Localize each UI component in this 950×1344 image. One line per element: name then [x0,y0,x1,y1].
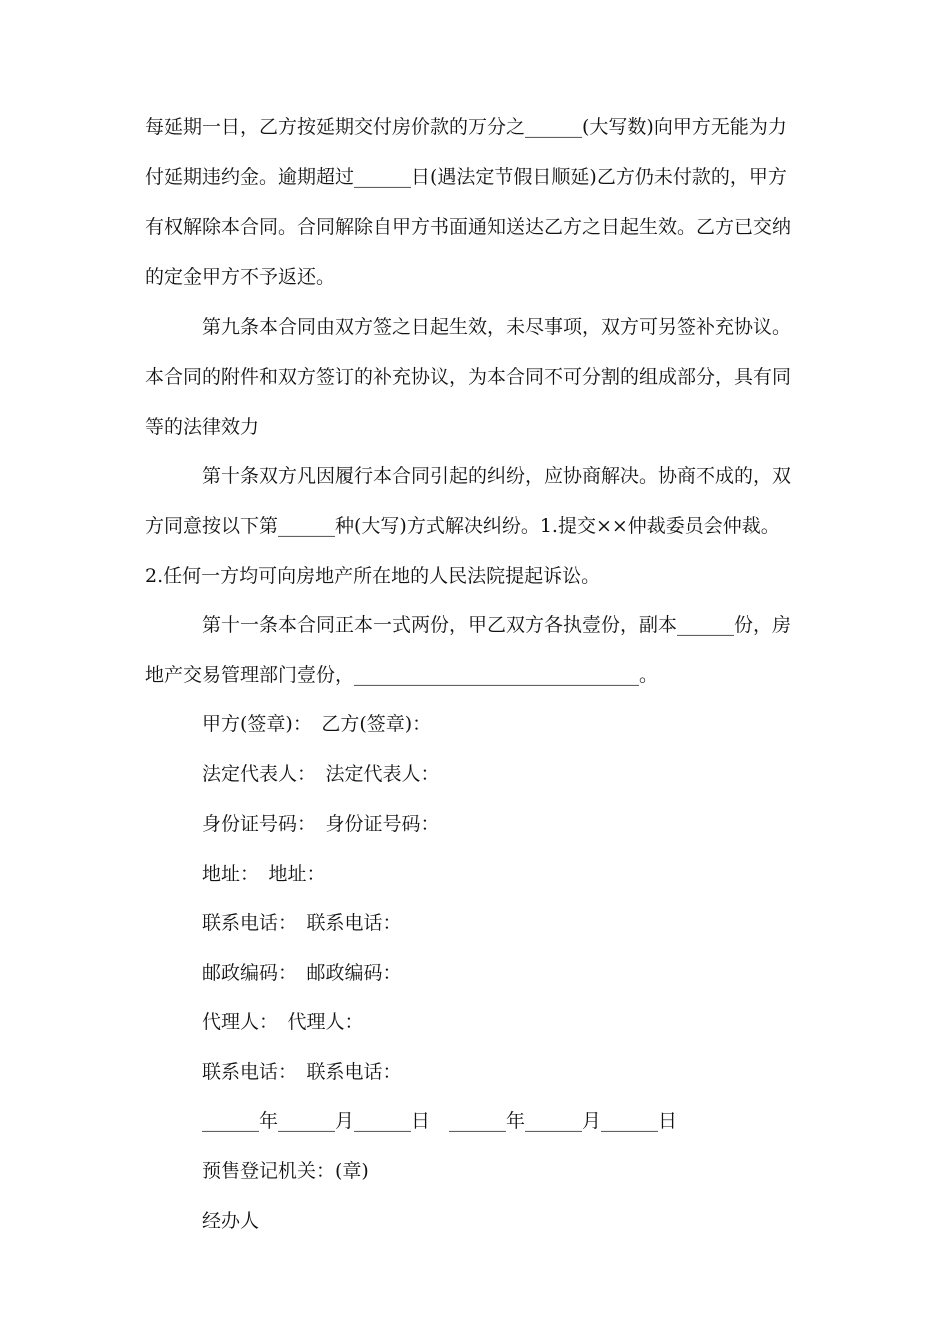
text-line: 方同意按以下第______种(大写)方式解决纠纷。1.提交××仲裁委员会仲裁。 [145,515,780,537]
text-line: 的定金甲方不予返还。 [145,266,336,288]
text-line: 地产交易管理部门壹份，______________________________。 [145,664,659,686]
phone-line: 联系电话： 联系电话： [202,912,402,934]
text-line: 本合同的附件和双方签订的补充协议，为本合同不可分割的组成部分，具有同 [145,366,792,388]
party-signature-line: 甲方(签章)： 乙方(签章)： [202,713,432,735]
text-line: 等的法律效力 [145,416,260,438]
presale-registry-line: 预售登记机关：(章) [202,1160,369,1182]
text-line: 付延期违约金。逾期超过______日(遇法定节假日顺延)乙方仍未付款的，甲方 [145,166,787,188]
clause-8-tail-paragraph [145,102,825,302]
legal-representative-line: 法定代表人： 法定代表人： [202,763,440,785]
postcode-line: 邮政编码： 邮政编码： [202,962,402,984]
text-line: 第十一条本合同正本一式两份，甲乙双方各执壹份，副本______份，房 [145,614,792,636]
handler-line: 经办人 [202,1210,260,1232]
text-line: 2.任何一方均可向房地产所在地的人民法院提起诉讼。 [145,565,601,587]
clause-11-paragraph [145,600,825,700]
clause-10-paragraph [145,451,825,601]
address-line: 地址： 地址： [202,863,326,885]
agent-phone-line: 联系电话： 联系电话： [202,1061,402,1083]
text-line: 每延期一日，乙方按延期交付房价款的万分之______(大写数)向甲方无能为力 [145,116,787,138]
agent-line: 代理人： 代理人： [202,1011,364,1033]
text-line: 有权解除本合同。合同解除自甲方书面通知送达乙方之日起生效。乙方已交纳 [145,216,792,238]
date-line: ______年______月______日 ______年______月______日 [202,1110,678,1132]
text-line: 第十条双方凡因履行本合同引起的纠纷，应协商解决。协商不成的，双 [145,465,792,487]
id-number-line: 身份证号码： 身份证号码： [202,813,440,835]
text-line: 第九条本合同由双方签之日起生效，未尽事项，双方可另签补充协议。 [145,316,792,338]
clause-9-paragraph [145,302,825,452]
